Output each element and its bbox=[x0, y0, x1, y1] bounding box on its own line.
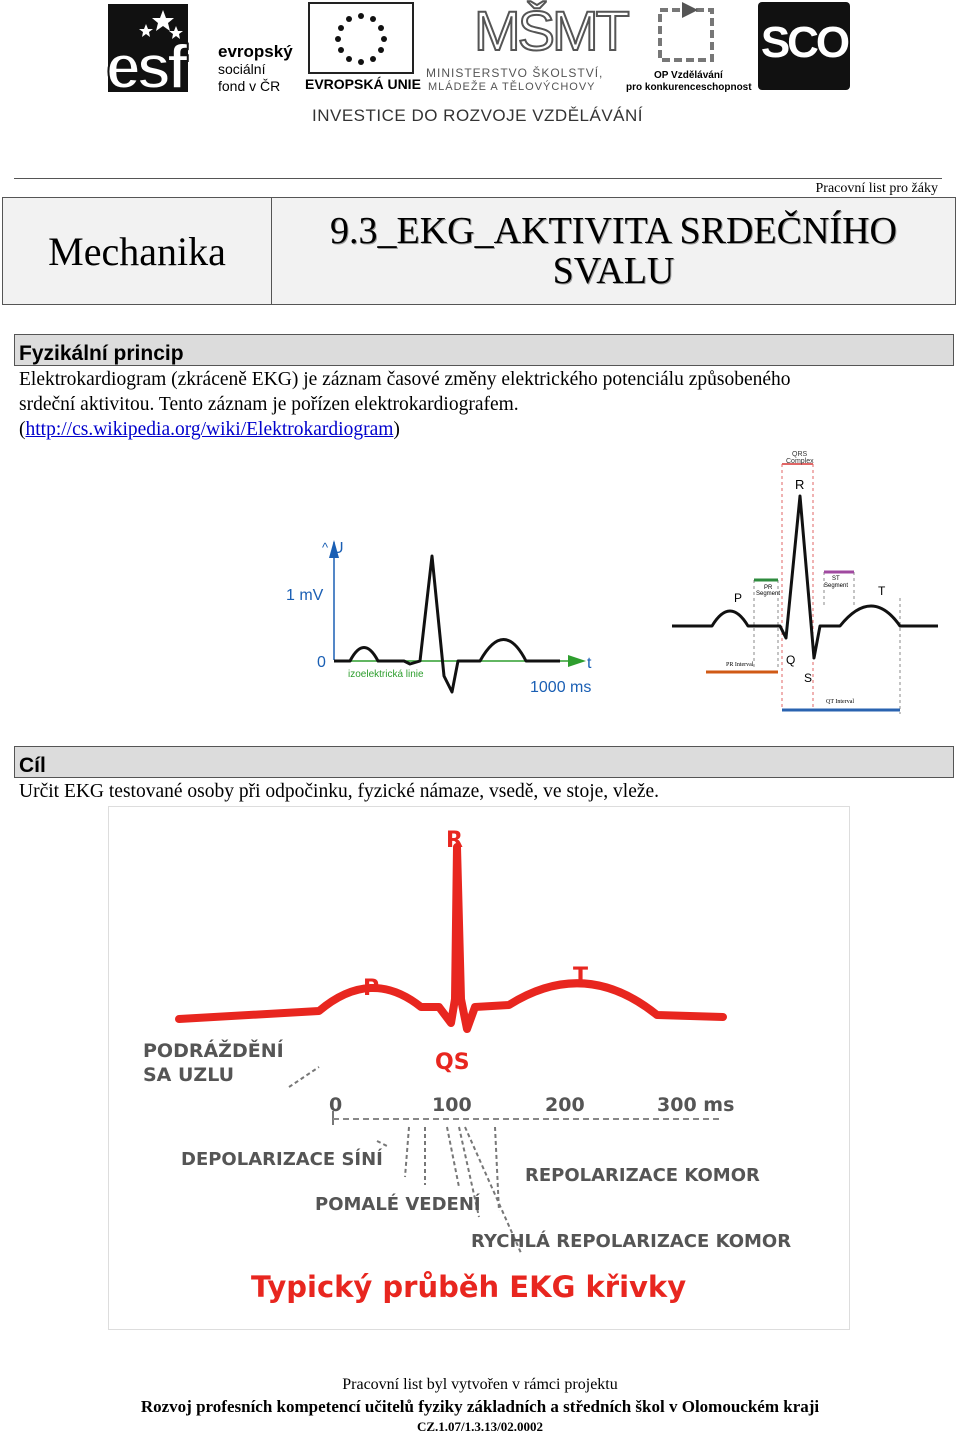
title-line-1: 9.3_EKG_AKTIVITA SRDEČNÍHO bbox=[330, 210, 897, 252]
wikipedia-link[interactable]: http://cs.wikipedia.org/wiki/Elektrokardiogram bbox=[25, 419, 394, 440]
ms-label: 1000 ms bbox=[530, 679, 592, 696]
typical-t-label: T bbox=[573, 964, 589, 989]
slow-leader-2 bbox=[447, 1127, 459, 1187]
footer-line-2: Rozvoj profesních kompetencí učitelů fyziky základních a středních škol v Olomouckém kraji bbox=[140, 1397, 820, 1416]
ekg-interval-diagram bbox=[668, 448, 942, 720]
u-label: U bbox=[332, 540, 344, 557]
op-logo bbox=[624, 2, 752, 94]
depol-leader bbox=[377, 1141, 389, 1147]
ekg-schematic bbox=[280, 530, 620, 705]
msmt-text-1: MINISTERSTVO ŠKOLSTVÍ, bbox=[426, 66, 604, 80]
op-text-1: OP Vzdělávání bbox=[654, 70, 723, 81]
goal-text: Určit EKG testované osoby při odpočinku, fyzické námaze, vsedě, ve stoje, vleže. bbox=[19, 781, 660, 802]
esf-text-3: fond v ČR bbox=[218, 78, 281, 94]
title-line-2: SVALU bbox=[552, 250, 675, 292]
tagline: INVESTICE DO ROZVOJE VZDĚLÁVÁNÍ bbox=[312, 106, 644, 125]
sa-label-1: PODRÁŽDĚNÍ bbox=[143, 1040, 284, 1062]
sa-label-2: SA UZLU bbox=[143, 1064, 235, 1086]
q-label: Q bbox=[786, 653, 796, 667]
tick-300: 300 ms bbox=[657, 1094, 735, 1116]
header-rule bbox=[14, 178, 942, 179]
principle-line-1: Elektrokardiogram (zkráceně EKG) je záznam časové změny elektrického potenciálu způsobeného bbox=[19, 369, 791, 390]
t-label: t bbox=[587, 655, 592, 672]
mv-label: 1 mV bbox=[286, 587, 324, 604]
eu-logo bbox=[305, 2, 421, 94]
principle-line-2: srdeční aktivitou. Tento záznam je pořízen elektrokardiografem. bbox=[19, 394, 519, 415]
worksheet-title bbox=[272, 198, 955, 304]
pr-segment-label: PR bbox=[764, 585, 773, 591]
typical-p-label: P bbox=[363, 976, 380, 1001]
esf-logo bbox=[106, 4, 298, 102]
esf-text-1: evropský bbox=[218, 42, 293, 61]
depol-label: DEPOLARIZACE SÍNÍ bbox=[181, 1149, 383, 1170]
footer-line-3: CZ.1.07/1.3.13/02.0002 bbox=[416, 1419, 544, 1434]
s-label: S bbox=[804, 671, 813, 685]
st-segment-label-2: Segment bbox=[824, 583, 849, 589]
principle-link-line bbox=[19, 417, 939, 442]
t-axis-arrow-icon bbox=[568, 655, 586, 667]
typical-ekg-svg bbox=[109, 807, 849, 1329]
fast-label: RYCHLÁ REPOLARIZACE KOMOR bbox=[471, 1231, 792, 1252]
typical-qs-label: QS bbox=[435, 1050, 470, 1075]
op-text-2: pro konkurenceschopnost bbox=[626, 82, 752, 93]
tick-100: 100 bbox=[432, 1094, 472, 1116]
typical-r-label: R bbox=[446, 828, 463, 853]
esf-text-2: sociální bbox=[218, 61, 266, 77]
title-box bbox=[2, 197, 956, 305]
eu-caption: EVROPSKÁ UNIE bbox=[305, 76, 421, 92]
pr-interval-label: PR Interval bbox=[726, 662, 754, 668]
msmt-logo bbox=[426, 0, 627, 94]
link-close: ) bbox=[393, 419, 400, 440]
zero-label: 0 bbox=[317, 654, 326, 671]
sco-mark: SCO bbox=[760, 18, 848, 67]
slow-label: POMALÉ VEDENÍ bbox=[315, 1194, 481, 1215]
link-open: ( bbox=[19, 419, 26, 440]
msmt-mark: MŠMT bbox=[474, 0, 627, 62]
footer-line-1: Pracovní list byl vytvořen v rámci projektu bbox=[342, 1376, 618, 1393]
sco-logo bbox=[758, 2, 850, 90]
baseline-label: izoelektrická linie bbox=[348, 669, 424, 680]
subject-title: Mechanika bbox=[3, 198, 272, 304]
st-segment-label: ST bbox=[832, 576, 840, 582]
p-label: P bbox=[734, 591, 743, 605]
typical-caption: Typický průběh EKG křivky bbox=[251, 1270, 687, 1304]
sa-leader bbox=[289, 1067, 319, 1087]
u-caret: ^ bbox=[322, 540, 329, 555]
typical-ekg-trace bbox=[179, 847, 723, 1029]
tick-0: 0 bbox=[329, 1094, 343, 1116]
goal-heading: Cíl bbox=[14, 746, 954, 778]
worksheet-label: Pracovní list pro žáky bbox=[815, 181, 938, 196]
qt-interval-label: QT Interval bbox=[826, 699, 855, 705]
eu-flag-icon bbox=[308, 2, 414, 74]
principle-heading: Fyzikální princip bbox=[14, 334, 954, 366]
depol-leader-2 bbox=[405, 1127, 409, 1177]
r-label: R bbox=[795, 477, 805, 492]
t-wave-label: T bbox=[878, 584, 886, 598]
qrs-label: QRS bbox=[792, 451, 808, 458]
esf-mark: esf bbox=[106, 33, 184, 102]
repol-label: REPOLARIZACE KOMOR bbox=[525, 1165, 760, 1186]
tick-200: 200 bbox=[545, 1094, 585, 1116]
complex-label: Complex bbox=[786, 458, 814, 465]
msmt-text-2: MLÁDEŽE A TĚLOVÝCHOVY bbox=[428, 81, 596, 93]
principle-text bbox=[19, 367, 939, 442]
typical-ekg-figure bbox=[108, 806, 850, 1330]
ekg-trace-detail bbox=[672, 496, 938, 658]
logo-strip bbox=[0, 0, 960, 130]
pr-segment-label-2: Segment bbox=[756, 591, 781, 597]
op-arrows-icon bbox=[652, 2, 722, 68]
